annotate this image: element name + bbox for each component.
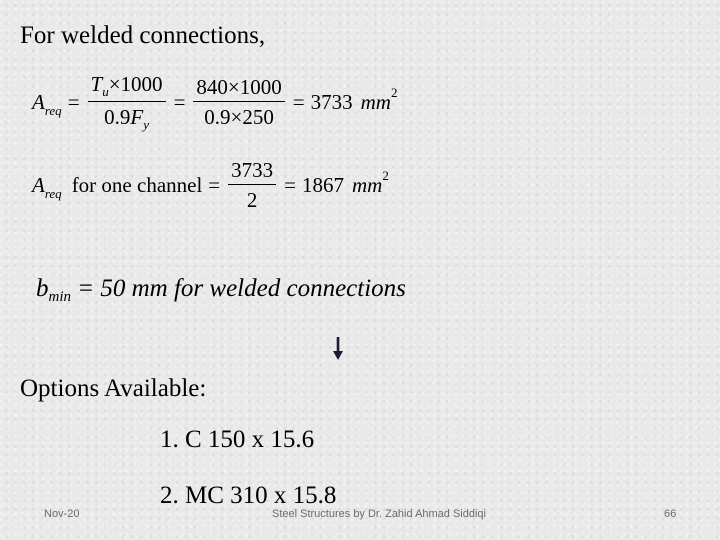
equals-sign: = — [173, 90, 186, 114]
fraction-half: $\frac{3733}{2}$ — [228, 158, 276, 213]
slide-heading: For welded connections, — [20, 22, 266, 49]
fraction-values: $\frac{840\times 1000}{0.9\times 250}$ — [193, 75, 284, 130]
options-heading: Options Available: — [20, 375, 207, 402]
footer-title: Steel Structures by Dr. Zahid Ahmad Siddiqi — [272, 508, 486, 520]
footer-page-number: 66 — [664, 508, 677, 520]
result-value: 3733 — [310, 90, 353, 114]
down-arrow-icon — [330, 336, 346, 362]
equals-sign: = — [292, 90, 305, 114]
area-symbol: $A_{req}$ — [32, 173, 62, 201]
unit: mm — [351, 173, 383, 197]
equals-sign: = — [208, 173, 221, 197]
equation-area-required — [32, 72, 397, 133]
option-item-2: 2. MC 310 x 15.8 — [160, 482, 337, 509]
unit: mm — [360, 90, 391, 114]
unit-exponent: 2 — [390, 84, 398, 100]
unit-exponent: 2 — [382, 167, 389, 183]
bmin-statement: $b_{min} = 50$ mm for welded connections — [36, 275, 406, 305]
fraction-formula: $\frac{T_u\times 1000}{0.9F_y}$ — [88, 72, 166, 133]
equals-sign: = — [67, 90, 80, 114]
equation-text: for one channel — [71, 173, 203, 197]
equals-sign: = — [284, 173, 296, 197]
area-symbol: $A_{req}$ — [32, 90, 62, 118]
footer-date: Nov-20 — [44, 508, 80, 520]
result-value: 1867 — [301, 173, 344, 197]
option-item-1: 1. C 150 x 15.6 — [160, 426, 315, 453]
equation-area-one-channel — [32, 158, 389, 213]
